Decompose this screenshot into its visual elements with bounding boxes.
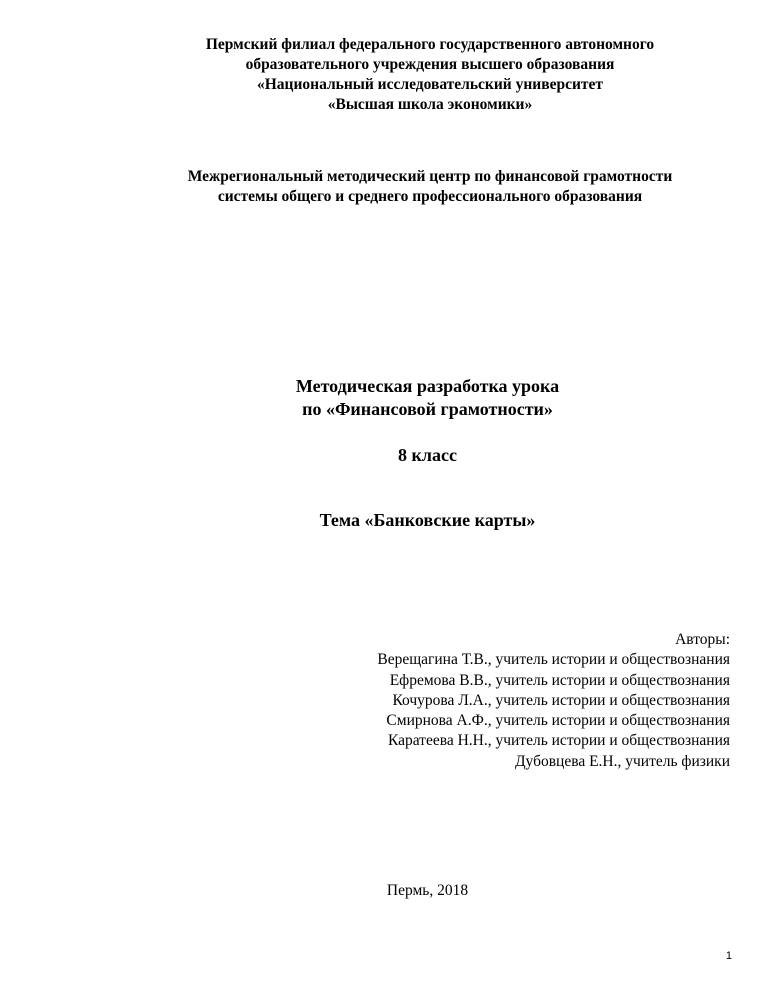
organization-line: образовательного учреждения высшего образования (245, 56, 615, 73)
topic-title: Тема «Банковские карты» (319, 510, 536, 530)
center-line: системы общего и среднего профессионального образования (217, 188, 643, 205)
authors-block (377, 630, 730, 772)
page-number: 1 (725, 950, 732, 962)
authors-label: Авторы: (675, 631, 730, 648)
author-entry: Кочурова Л.А., учитель истории и обществознания (392, 691, 730, 709)
title-line: Методическая разработка урока (295, 376, 560, 396)
organization-line: Пермский филиал федерального государственного автономного (205, 36, 655, 53)
document-title (0, 375, 768, 421)
author-entry: Смирнова А.Ф., учитель истории и обществознания (386, 712, 730, 730)
author-entry: Ефремова В.В., учитель истории и обществознания (389, 671, 730, 689)
grade-label: 8 класс (398, 445, 457, 465)
author-entry: Каратеева Н.Н., учитель истории и обществознания (387, 732, 730, 750)
methodical-center-header (0, 167, 768, 207)
organization-line: «Национальный исследовательский университет (256, 76, 604, 93)
author-entry: Верещагина Т.В., учитель истории и обществознания (377, 651, 730, 669)
organization-line: «Высшая школа экономики» (327, 96, 533, 113)
author-entry: Дубовцева Е.Н., учитель физики (514, 752, 730, 770)
organization-header (0, 35, 768, 115)
city-year: Пермь, 2018 (386, 882, 469, 899)
title-line: по «Финансовой грамотности» (302, 399, 553, 419)
center-line: Межрегиональный методический центр по финансовой грамотности (187, 168, 673, 185)
